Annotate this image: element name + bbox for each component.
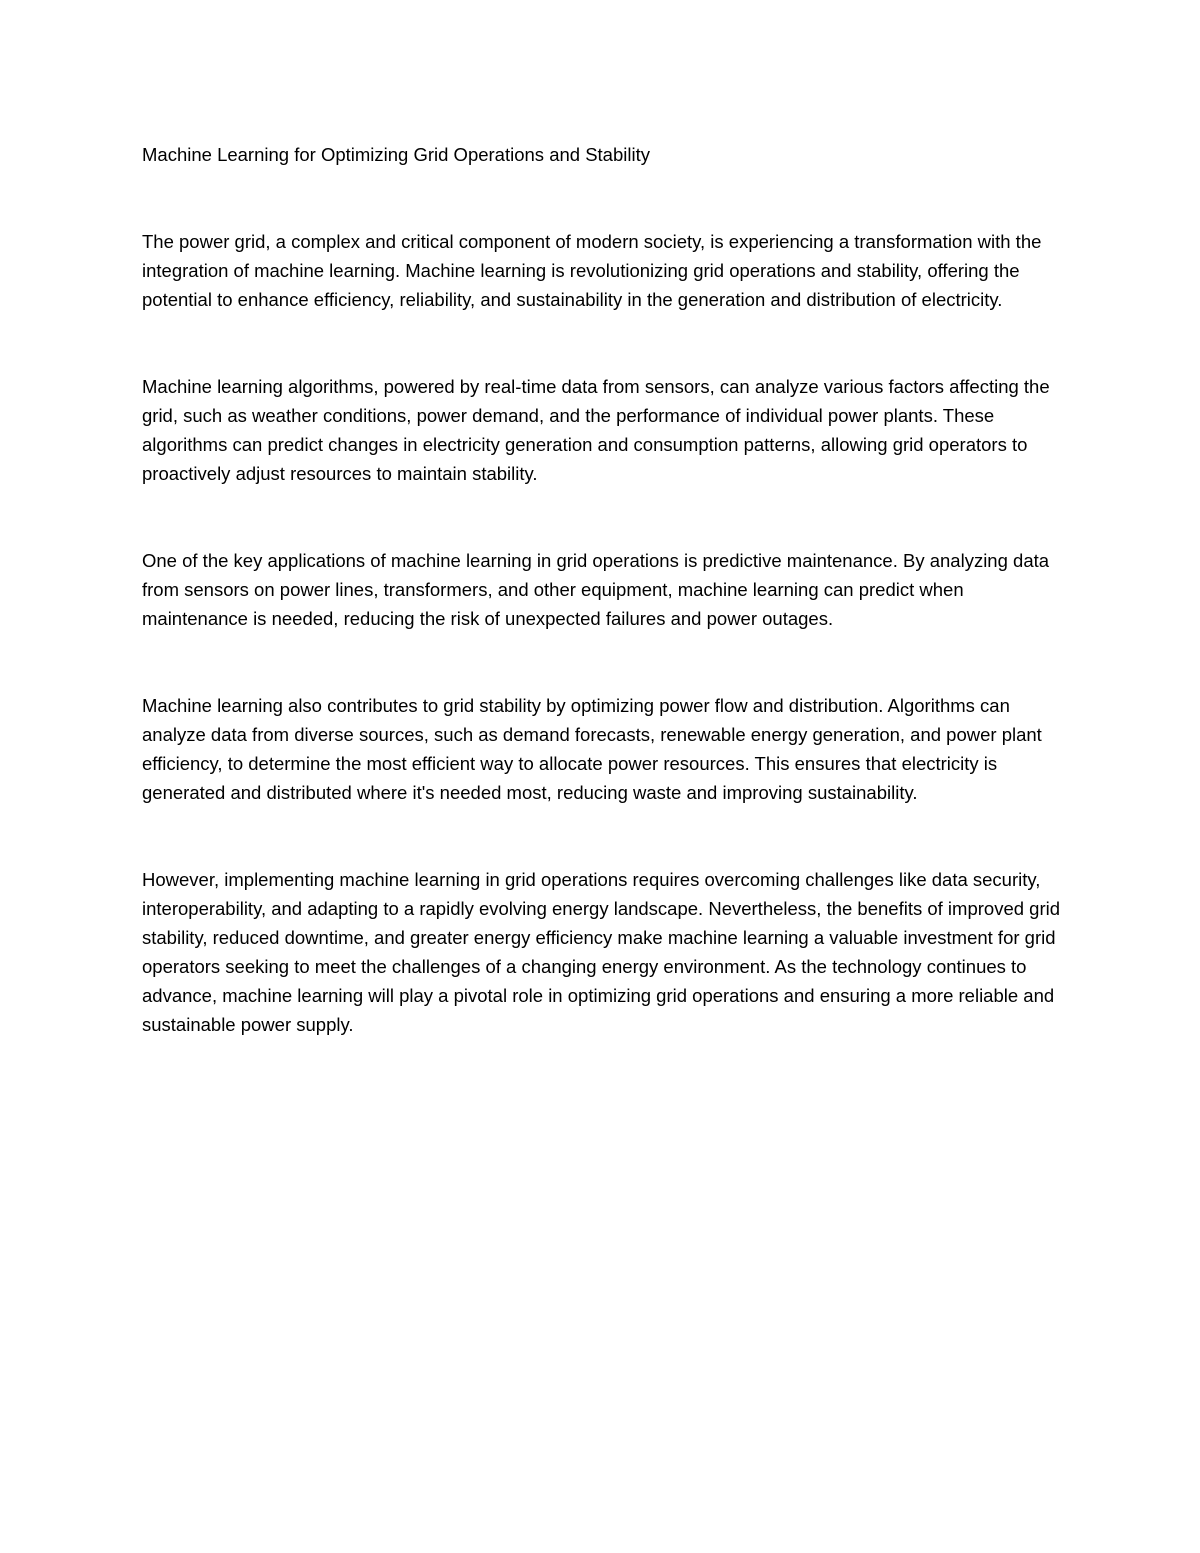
paragraph-1: The power grid, a complex and critical component of modern society, is experiencing a transformation with the integration of machine learning. Machine learning is revolutionizing grid operations and stability, offering the potential to enhance efficiency, reliability, and sustainability in the generation and distribution of electricity. — [142, 231, 1042, 310]
paragraph-4: Machine learning also contributes to grid stability by optimizing power flow and distribution. Algorithms can analyze data from diverse sources, such as demand forecasts, renewable energy generation, and power plant efficiency, to determine the most efficient way to allocate power resources. This ensures that electricity is generated and distributed where it's needed most, reducing waste and improving sustainability. — [142, 695, 1042, 803]
paragraph-3: One of the key applications of machine learning in grid operations is predictive maintenance. By analyzing data from sensors on power lines, transformers, and other equipment, machine learning can predict when maintenance is needed, reducing the risk of unexpected failures and power outages. — [142, 550, 1050, 629]
paragraph-5: However, implementing machine learning in grid operations requires overcoming challenges like data security, interoperability, and adapting to a rapidly evolving energy landscape. Nevertheless, the benefits of improved grid stability, reduced downtime, and greater energy efficiency make machine learning a valuable investment for grid operators seeking to meet the challenges of a changing energy environment. As the technology continues to advance, machine learning will play a pivotal role in optimizing grid operations and ensuring a more reliable and sustainable power supply. — [142, 869, 1061, 1035]
document-body — [142, 140, 1067, 1097]
document-title: Machine Learning for Optimizing Grid Operations and Stability — [142, 144, 650, 165]
paragraph-2: Machine learning algorithms, powered by real-time data from sensors, can analyze various factors affecting the grid, such as weather conditions, power demand, and the performance of individual power plants. These algorithms can predict changes in electricity generation and consumption patterns, allowing grid operators to proactively adjust resources to maintain stability. — [142, 376, 1050, 484]
